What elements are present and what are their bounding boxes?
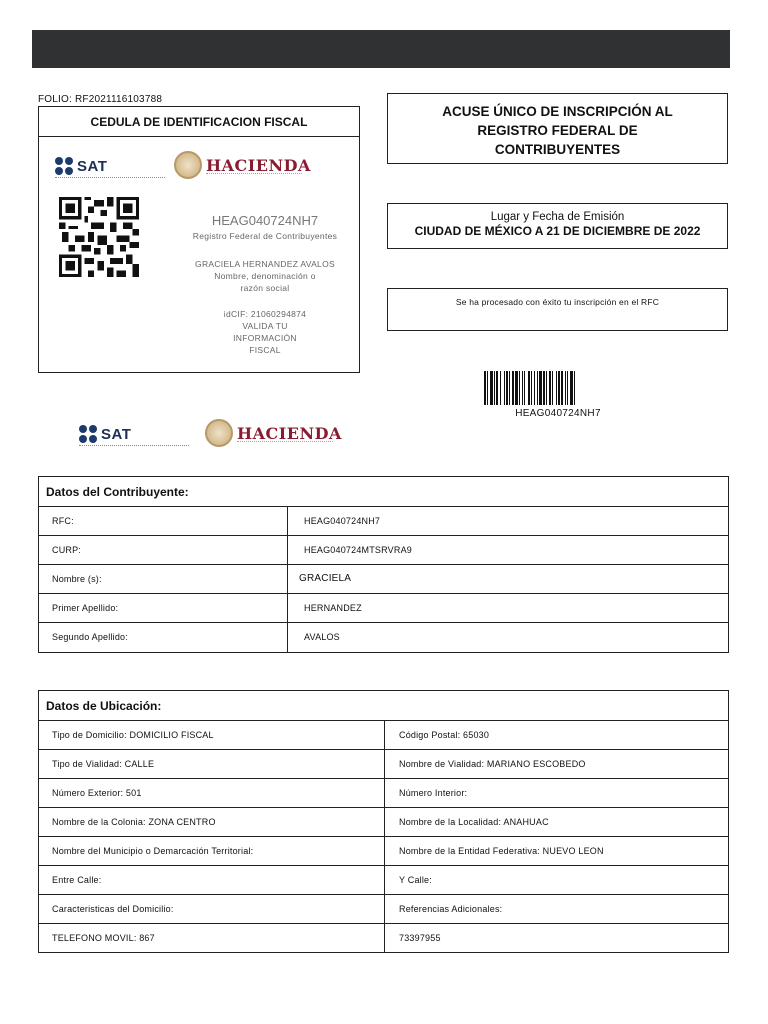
cedula-rfc-label: Registro Federal de Contribuyentes — [192, 231, 338, 241]
row-left: Número Exterior: 501 — [39, 779, 385, 807]
row-value: HERNANDEZ — [304, 603, 362, 613]
row-right: Código Postal: 65030 — [399, 730, 490, 740]
sat-logo: SAT — [79, 425, 131, 443]
row-left: Tipo de Domicilio: DOMICILIO FISCAL — [39, 721, 385, 749]
contribuyente-table — [38, 476, 729, 653]
acuse-title-box — [387, 93, 728, 164]
lugar-value: CIUDAD DE MÉXICO A 21 DE DICIEMBRE DE 2022 — [414, 224, 701, 238]
hacienda-logo: HACIENDA — [205, 419, 342, 447]
cedula-idcif: idCIF: 21060294874 — [223, 309, 307, 319]
sat-dots-icon — [55, 157, 73, 175]
row-value: AVALOS — [304, 632, 340, 642]
cedula-name-label: Nombre, denominación o razón social — [214, 271, 316, 293]
row-label: Primer Apellido: — [39, 594, 288, 622]
contribuyente-title: Datos del Contribuyente: — [39, 477, 728, 507]
row-right: Nombre de la Entidad Federativa: NUEVO LEON — [399, 846, 604, 856]
header-bar — [32, 30, 730, 68]
table-row — [39, 721, 728, 750]
cedula-title: CEDULA DE IDENTIFICACION FISCAL — [39, 107, 359, 137]
row-right: Número Interior: — [399, 788, 468, 798]
seal-icon — [205, 419, 233, 447]
table-row — [39, 924, 728, 953]
table-row — [39, 750, 728, 779]
row-label: CURP: — [39, 536, 288, 564]
table-row — [39, 565, 728, 594]
barcode-icon — [484, 371, 632, 405]
row-right: Nombre de la Localidad: ANAHUAC — [399, 817, 549, 827]
hacienda-logo: HACIENDA — [174, 151, 311, 179]
row-label: Nombre (s): — [39, 565, 288, 593]
row-label: RFC: — [39, 507, 288, 535]
sat-dots-icon — [79, 425, 97, 443]
acuse-line: CONTRIBUYENTES — [494, 142, 621, 157]
table-row — [39, 623, 728, 652]
row-right: Y Calle: — [399, 875, 432, 885]
row-left: Entre Calle: — [39, 866, 385, 894]
cedula-valida: VALIDA TU INFORMACIÓN FISCAL — [233, 321, 297, 355]
acuse-line: ACUSE ÚNICO DE INSCRIPCIÓN AL — [442, 104, 673, 119]
row-left: TELEFONO MOVIL: 867 — [39, 924, 385, 952]
row-right: 73397955 — [399, 933, 441, 943]
table-row — [39, 866, 728, 895]
cedula-name: GRACIELA HERNANDEZ AVALOS — [195, 259, 335, 269]
seal-icon — [174, 151, 202, 179]
lugar-fecha-box — [387, 203, 728, 249]
ubicacion-title: Datos de Ubicación: — [39, 691, 728, 721]
table-row — [39, 808, 728, 837]
table-row — [39, 895, 728, 924]
cedula-card — [38, 106, 360, 373]
acuse-line: REGISTRO FEDERAL DE — [477, 123, 638, 138]
table-row — [39, 536, 728, 565]
table-row — [39, 594, 728, 623]
procesado-message: Se ha procesado con éxito tu inscripción en el RFC — [387, 288, 728, 331]
row-left: Tipo de Vialidad: CALLE — [39, 750, 385, 778]
row-left: Nombre del Municipio o Demarcación Territorial: — [39, 837, 385, 865]
row-right: Nombre de Vialidad: MARIANO ESCOBEDO — [399, 759, 586, 769]
cedula-info — [179, 213, 351, 356]
table-row — [39, 837, 728, 866]
row-value: GRACIELA — [299, 573, 352, 584]
row-left: Caracteristicas del Domicilio: — [39, 895, 385, 923]
barcode-text: HEAG040724NH7 — [515, 408, 601, 419]
table-row — [39, 779, 728, 808]
row-value: HEAG040724MTSRVRA9 — [304, 545, 412, 555]
cedula-rfc: HEAG040724NH7 — [211, 213, 319, 228]
row-label: Segundo Apellido: — [39, 623, 288, 652]
folio-number: FOLIO: RF2021116103788 — [38, 94, 163, 105]
lugar-label: Lugar y Fecha de Emisión — [490, 211, 625, 223]
qr-code-icon — [59, 197, 139, 277]
ubicacion-table — [38, 690, 729, 953]
row-left: Nombre de la Colonia: ZONA CENTRO — [39, 808, 385, 836]
sat-logo: SAT — [55, 157, 107, 175]
table-row — [39, 507, 728, 536]
row-value: HEAG040724NH7 — [304, 516, 381, 526]
row-right: Referencias Adicionales: — [399, 904, 503, 914]
